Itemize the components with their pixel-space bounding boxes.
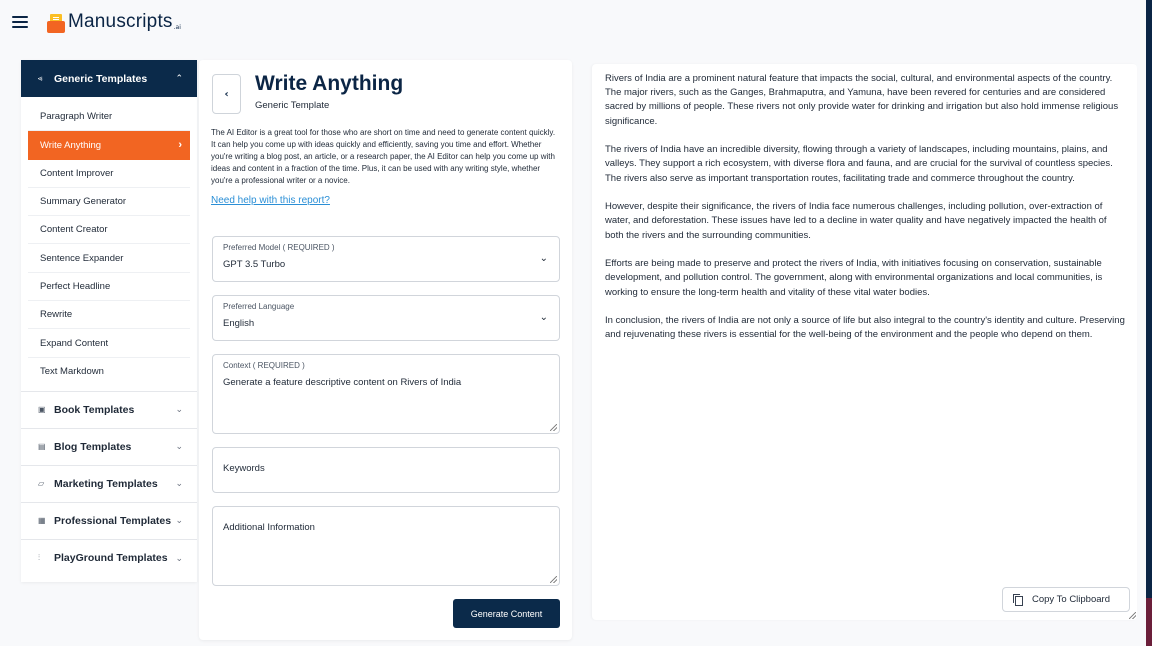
copy-label: Copy To Clipboard <box>1032 594 1110 605</box>
sidebar-group-label: Blog Templates <box>54 440 132 453</box>
field-label: Preferred Language <box>223 302 295 311</box>
inbox-tray-icon <box>47 14 65 33</box>
output-paragraph: The rivers of India have an incredible diversity, flowing through a variety of landscapes, including mountains, plains, and valleys. They support a rich ecosystem, with diverse flora and fauna, and are crucial for the survival of countless species. The rivers also serve as important transportation routes, facilitating trade and commerce throughout the country. <box>605 144 1113 184</box>
resize-handle[interactable] <box>550 424 557 431</box>
sidebar-item-content-creator[interactable] <box>28 216 190 244</box>
sidebar-item-text-markdown[interactable] <box>28 358 190 386</box>
sidebar-item-label: Content Creator <box>40 224 108 236</box>
sidebar-group-marketing-templates[interactable] <box>21 466 197 503</box>
newspaper-icon: ▤ <box>38 442 46 452</box>
app-logo[interactable] <box>47 11 181 33</box>
sidebar-item-label: Paragraph Writer <box>40 111 113 123</box>
sliders-icon: ⫶ <box>38 553 40 563</box>
field-label: Preferred Model ( REQUIRED ) <box>223 243 335 252</box>
sidebar-item-label: Content Improver <box>40 167 114 179</box>
resize-handle[interactable] <box>1129 612 1136 619</box>
output-paragraph: However, despite their significance, the rivers of India face numerous challenges, including pollution, over-extraction of water, and deforestation. These issues have led to a decline in water quality and have negatively impacted the health of both the rivers and the surrounding communities. <box>605 201 1107 241</box>
users-icon: ⪡ <box>38 73 43 83</box>
additional-information-textarea[interactable] <box>212 506 560 586</box>
preferred-model-select[interactable] <box>212 236 560 282</box>
sidebar-item-sentence-expander[interactable] <box>28 244 190 272</box>
hamburger-menu-icon[interactable] <box>12 16 28 28</box>
sidebar-item-label: Sentence Expander <box>40 252 124 264</box>
chevron-down-icon: ⌄ <box>539 312 548 323</box>
copy-icon <box>1013 594 1023 605</box>
chevron-up-icon: ⌃ <box>175 73 183 83</box>
sidebar-group-professional-templates[interactable] <box>21 503 197 540</box>
resize-handle[interactable] <box>550 576 557 583</box>
sidebar-item-rewrite[interactable] <box>28 301 190 329</box>
sidebar-item-expand-content[interactable] <box>28 329 190 357</box>
top-bar <box>0 0 1146 44</box>
sidebar-group-playground-templates[interactable] <box>21 540 197 577</box>
page-title: Write Anything <box>255 72 404 95</box>
chevron-down-icon: ⌄ <box>539 253 548 264</box>
additional-information-placeholder: Additional Information <box>223 522 315 533</box>
app-name: Manuscripts <box>68 11 173 32</box>
chevron-down-icon: ⌄ <box>175 515 183 526</box>
sidebar-item-label: Summary Generator <box>40 196 127 208</box>
field-value: Generate a feature descriptive content on Rivers of India <box>223 377 462 388</box>
sidebar-group-label: PlayGround Templates <box>54 552 168 565</box>
sidebar-item-paragraph-writer[interactable] <box>28 103 190 131</box>
sidebar-item-perfect-headline[interactable] <box>28 273 190 301</box>
chevron-down-icon: ⌄ <box>175 441 183 452</box>
output-paragraph: In conclusion, the rivers of India are not only a source of life but also integral to the country's identity and culture. Preserving and rejuvenating these rivers is essential for the well-being of the environment and the people who depend on them. <box>605 315 1125 341</box>
sidebar-item-content-improver[interactable] <box>28 160 190 188</box>
generated-output-panel[interactable] <box>592 64 1137 620</box>
sidebar <box>21 60 197 582</box>
app-name-suffix: .ai <box>173 24 181 31</box>
field-value: English <box>223 318 255 329</box>
sidebar-item-label: Perfect Headline <box>40 280 111 292</box>
window-edge-scrollbar <box>1146 0 1152 646</box>
sidebar-group-blog-templates[interactable] <box>21 429 197 466</box>
output-paragraph: Efforts are being made to preserve and protect the rivers of India, with initiatives focusing on conservation, sustainable development, and pollution control. The government, along with environmental organizations and local communities, is working to ensure the long-term health and vitality of these vital water bodies. <box>605 258 1103 298</box>
sidebar-group-label: Generic Templates <box>54 72 148 85</box>
field-value: GPT 3.5 Turbo <box>223 259 286 270</box>
sidebar-item-label: Expand Content <box>40 337 109 349</box>
keywords-placeholder: Keywords <box>223 463 265 474</box>
shopping-bag-icon: ▱ <box>38 479 45 489</box>
copy-to-clipboard-button[interactable] <box>1002 587 1130 612</box>
template-description: The AI Editor is a great tool for those who are short on time and need to generate content quickly. It can help you come up with ideas quickly and efficiently, saving you time and effort. Whether you're writing a blog post, an article, or a research paper, the AI Editor can help you come up with ideas and content in a fraction of the time. Plus, it can be used with any writing style, whether you're a professional writer or a novice. <box>211 128 556 185</box>
preferred-language-select[interactable] <box>212 295 560 341</box>
chevron-down-icon: ⌄ <box>175 552 183 563</box>
chevron-right-icon: › <box>178 139 182 152</box>
sidebar-item-label: Text Markdown <box>40 366 104 378</box>
generated-text[interactable] <box>605 72 1125 357</box>
chevron-down-icon: ⌄ <box>175 404 183 415</box>
field-label: Context ( REQUIRED ) <box>223 361 305 370</box>
sidebar-group-generic-templates[interactable] <box>21 60 197 97</box>
keywords-input[interactable] <box>212 447 560 493</box>
chevron-down-icon: ⌄ <box>175 478 183 489</box>
sidebar-group-book-templates[interactable] <box>21 392 197 429</box>
back-button[interactable] <box>212 74 241 114</box>
context-textarea[interactable] <box>212 354 560 434</box>
help-link[interactable]: Need help with this report? <box>211 195 330 206</box>
chevron-left-icon: ‹ <box>224 88 229 100</box>
sidebar-item-label: Rewrite <box>40 309 73 321</box>
sidebar-item-summary-generator[interactable] <box>28 188 190 216</box>
page-subtitle: Generic Template <box>255 100 330 111</box>
template-form-panel <box>199 60 572 640</box>
sidebar-item-write-anything[interactable] <box>28 131 190 159</box>
building-icon: ▦ <box>38 516 46 526</box>
sidebar-group-label: Book Templates <box>54 403 135 416</box>
sidebar-group-label: Marketing Templates <box>54 477 158 490</box>
book-icon: ▣ <box>38 405 46 415</box>
output-paragraph: Rivers of India are a prominent natural feature that impacts the social, cultural, and environmental aspects of the country. The major rivers, such as the Ganges, Brahmaputra, and Yamuna, have been revered for centuries and are considered sacred by millions of people. These rivers not only provide water for drinking and irrigation but also hold immense religious significance. <box>605 73 1119 127</box>
sidebar-group-label: Professional Templates <box>54 514 172 527</box>
generate-content-button[interactable]: Generate Content <box>453 599 560 628</box>
sidebar-item-label: Write Anything <box>40 139 102 151</box>
generic-templates-list <box>21 97 197 392</box>
